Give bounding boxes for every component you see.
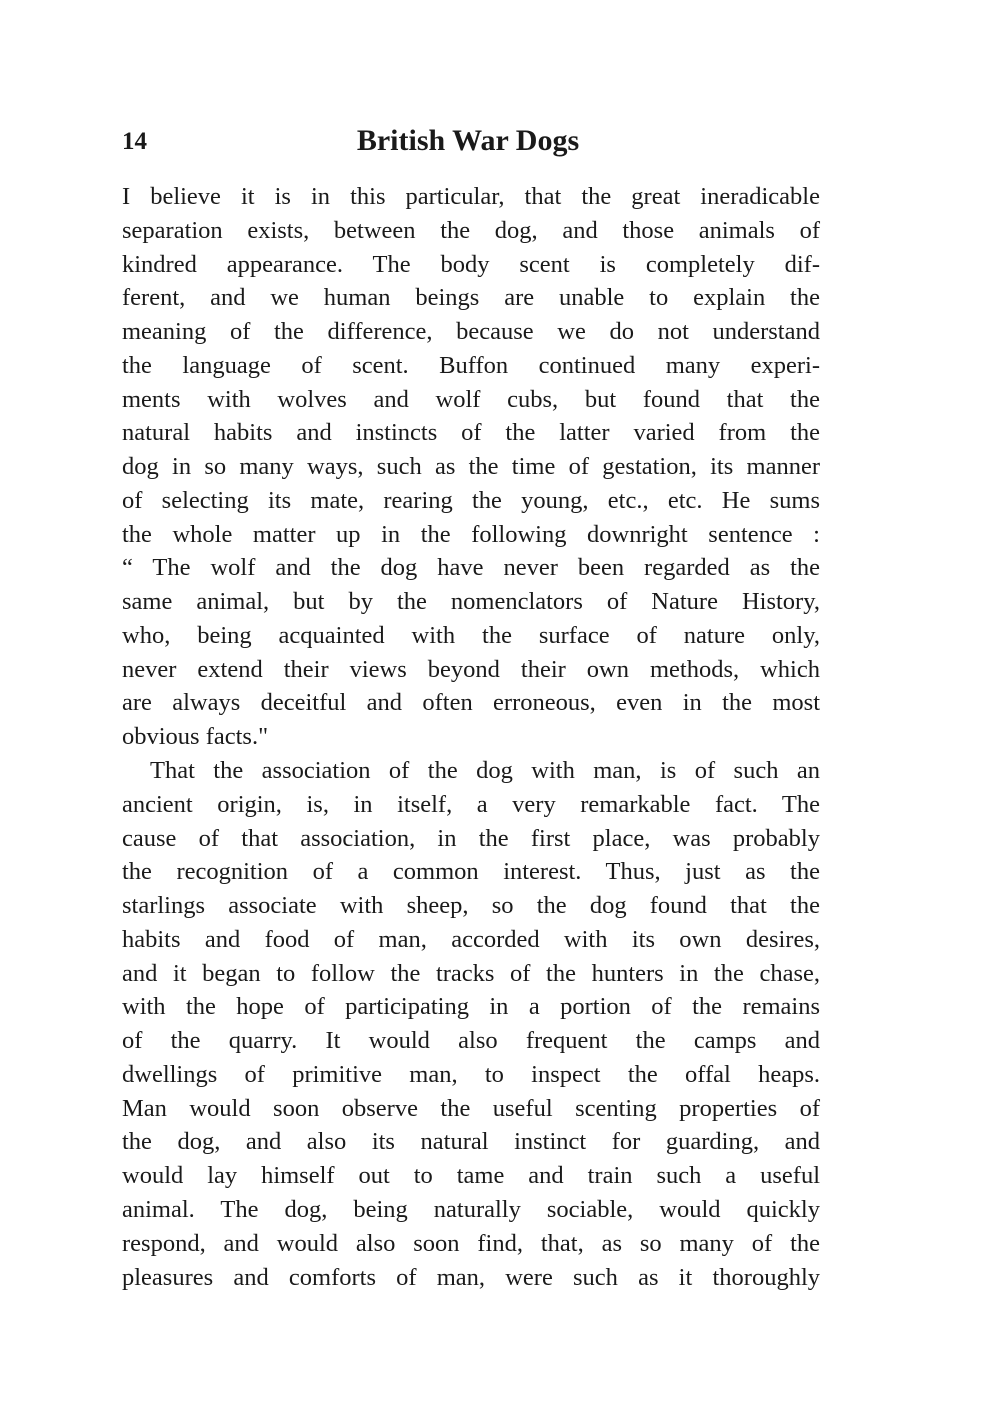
text-line: respond, and would also soon find, that, as so many of the (122, 1229, 820, 1257)
text-line: Man would soon observe the useful scenting properties of (122, 1094, 820, 1122)
text-line: starlings associate with sheep, so the dog found that the (122, 892, 820, 920)
text-line: obvious facts." (122, 723, 269, 751)
text-line: kindred appearance. The body scent is completely dif- (122, 250, 820, 278)
text-line: same animal, but by the nomenclators of Nature History, (122, 588, 820, 616)
text-line: cause of that association, in the first place, was probably (122, 824, 820, 852)
text-line: “ The wolf and the dog have never been regarded as the (122, 554, 820, 582)
text-line: would lay himself out to tame and train such a useful (122, 1162, 820, 1190)
text-line: pleasures and comforts of man, were such as it thoroughly (122, 1263, 820, 1291)
text-line: ferent, and we human beings are unable to explain the (122, 284, 820, 312)
text-line: separation exists, between the dog, and those animals of (122, 216, 820, 244)
text-line: ments with wolves and wolf cubs, but found that the (122, 385, 820, 413)
text-line: animal. The dog, being naturally sociable, would quickly (122, 1195, 820, 1223)
text-line: of the quarry. It would also frequent the camps and (122, 1027, 820, 1055)
text-line: dwellings of primitive man, to inspect the offal heaps. (122, 1060, 820, 1088)
text-line: of selecting its mate, rearing the young, etc., etc. He sums (122, 486, 820, 514)
text-line: ancient origin, is, in itself, a very remarkable fact. The (122, 790, 820, 818)
text-line: the dog, and also its natural instinct for guarding, and (122, 1128, 820, 1156)
text-line: dog in so many ways, such as the time of gestation, its manner (122, 453, 820, 481)
text-line: the language of scent. Buffon continued many experi- (122, 351, 820, 379)
text-line: natural habits and instincts of the latter varied from the (122, 419, 820, 447)
running-title: British War Dogs (356, 124, 580, 157)
text-line: I believe it is in this particular, that the great ineradicable (122, 183, 820, 210)
text-line: habits and food of man, accorded with its own desires, (122, 925, 820, 953)
text-line: the recognition of a common interest. Thus, just as the (122, 858, 820, 886)
body-text (122, 180, 820, 1294)
text-line: who, being acquainted with the surface of nature only, (122, 621, 820, 649)
text-line: with the hope of participating in a portion of the remains (122, 993, 820, 1021)
text-line: meaning of the difference, because we do not understand (122, 318, 820, 346)
text-line: That the association of the dog with man, is of such an (150, 757, 820, 785)
text-line: the whole matter up in the following downright sentence : (122, 520, 820, 548)
page-number: 14 (122, 128, 147, 155)
text-line: never extend their views beyond their own methods, which (122, 655, 820, 683)
text-line: and it began to follow the tracks of the hunters in the chase, (122, 959, 820, 987)
text-line: are always deceitful and often erroneous, even in the most (122, 689, 820, 717)
